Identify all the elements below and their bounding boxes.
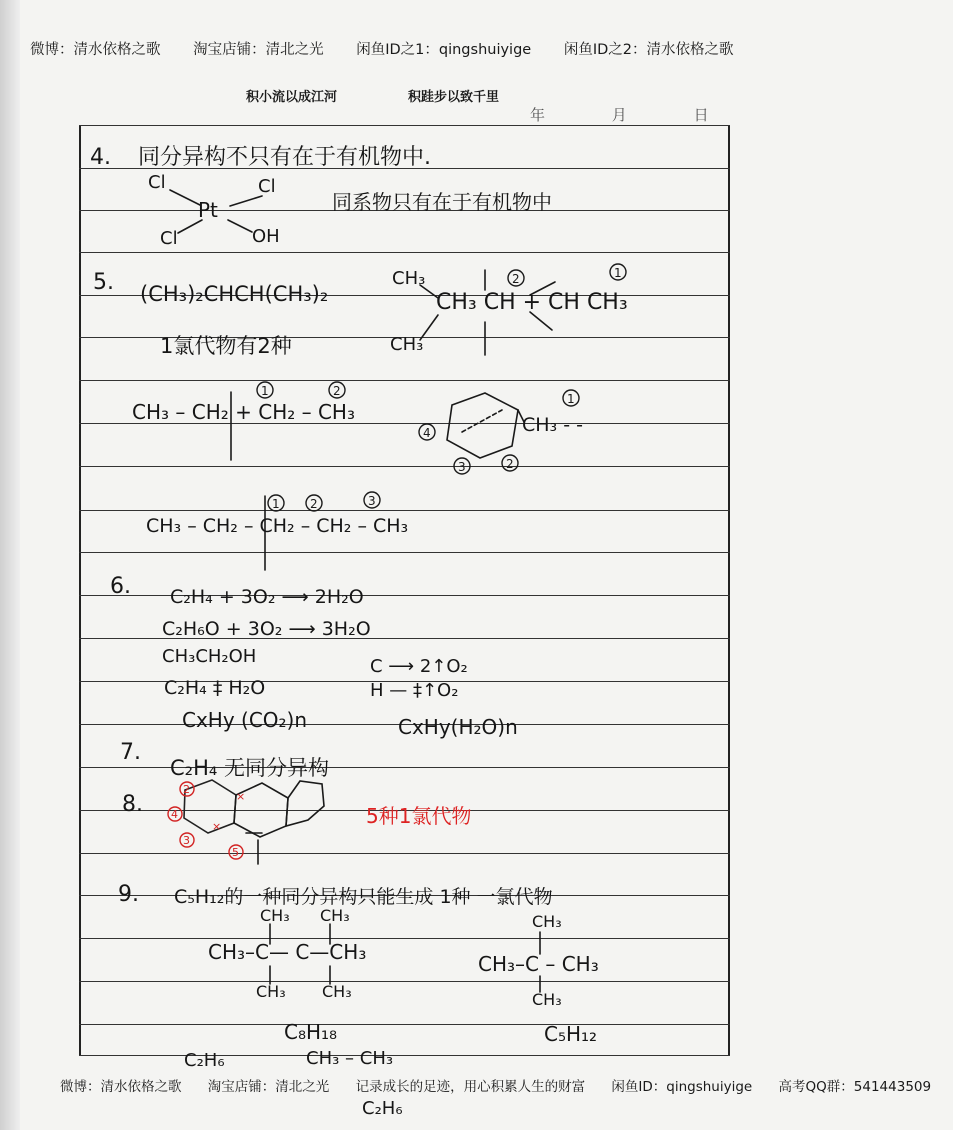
q5-number: 5. [93,270,114,295]
svg-text:5: 5 [232,846,239,859]
date-day: 日 [693,106,709,124]
svg-text:2: 2 [183,783,190,796]
svg-text:1: 1 [272,497,280,511]
q6-eq-1: C₂H₄ + 3O₂ ⟶ 2H₂O [170,586,364,608]
svg-text:2: 2 [310,497,318,511]
header-xianyu-2: 闲鱼ID之2：清水依格之歌 [563,42,734,58]
q5-ch3-a: CH₃ [392,268,426,289]
q6-rule-3: CxHy(H₂O)n [398,715,518,739]
q7-number: 7. [120,740,141,765]
svg-text:×: × [236,790,246,803]
q9-struct-1: CH₃–C— C—CH₃ [208,940,367,964]
q5-chain-1: CH₃ – CH₂ + CH₂ – CH₃ [132,400,355,424]
q9-formula-5: C₂H₆ [362,1098,403,1119]
q6-number: 6. [110,574,131,599]
q6-rule-1: C ⟶ 2↑O₂ [370,656,468,677]
q6-eq-3: CH₃CH₂OH [162,646,257,667]
q9-struct-2: CH₃–C – CH₃ [478,952,599,976]
svg-text:2: 2 [506,457,514,471]
q9-formula-2: C₅H₁₂ [544,1022,598,1046]
svg-text:4: 4 [423,426,431,440]
q9-number: 9. [118,882,139,907]
svg-text:1: 1 [567,392,575,406]
svg-text:1: 1 [614,266,622,280]
svg-text:×: × [212,820,222,833]
q5-ch3-b: CH₃ [390,334,424,355]
q9-formula-3: C₂H₆ [184,1050,225,1071]
svg-text:3: 3 [368,494,376,508]
svg-text:2: 2 [512,272,520,286]
q9-formula-4: CH₃ – CH₃ [306,1048,394,1069]
q7-text: C₂H₄ 无同分异构 [170,756,329,780]
svg-text:2: 2 [333,384,341,398]
q9-formula-1: C₈H₁₈ [284,1020,338,1044]
q5-note: 1氯代物有2种 [160,334,292,358]
footer-weibo: 微博：清水依格之歌 [60,1079,182,1095]
q8-number: 8. [122,792,143,817]
q4-number: 4. [90,145,111,170]
footer-taobao: 淘宝店铺：清北之光 [207,1079,330,1095]
footer-xianyu: 闲鱼ID：qingshuiyige [611,1079,753,1095]
motto-right: 积跬步以致千里 [408,90,500,105]
footer-qq: 高考QQ群：541443509 [778,1079,932,1095]
header-weibo: 微博：清水依格之歌 [30,42,161,58]
q9-methyl-3: CH₃ [256,982,286,1001]
q9-methyl-5: CH₃ [532,912,562,931]
q4-pt: Pt [198,198,218,222]
q4-note: 同系物只有在于有机物中 [332,190,552,214]
page-footer [60,1075,932,1095]
header-taobao: 淘宝店铺：清北之光 [193,42,324,58]
q6-rule-2: H — ‡↑O₂ [370,680,459,701]
q9-methyl-1: CH₃ [260,906,290,925]
footer-slogan: 记录成长的足迹，用心积累人生的财富 [355,1079,586,1095]
date-year: 年 [530,106,546,124]
svg-text:3: 3 [183,834,190,847]
q6-eq-5: CxHy (CO₂)n [182,708,308,732]
q4-title: 同分异构不只有在于有机物中. [138,145,431,170]
q4-oh: OH [252,226,280,247]
date-month: 月 [611,106,627,124]
q5-chain-2: CH₃ – CH₂ – CH₂ – CH₂ – CH₃ [146,515,409,537]
q5-ring-sub: CH₃ - - [522,414,583,436]
q8-text: 5种1氯代物 [366,804,472,828]
q9-methyl-4: CH₃ [322,982,352,1001]
svg-text:3: 3 [458,460,466,474]
svg-text:4: 4 [171,808,178,821]
q9-methyl-2: CH₃ [320,906,350,925]
q4-cl-1: Cl [148,172,166,193]
motto-left: 积小流以成江河 [246,90,338,105]
q6-eq-2: C₂H₆O + 3O₂ ⟶ 3H₂O [162,618,371,640]
header-xianyu-1: 闲鱼ID之1：qingshuiyige [356,42,532,58]
q4-cl-2: Cl [258,176,276,197]
q5-formula: (CH₃)₂CHCH(CH₃)₂ [140,282,329,306]
q4-cl-3: Cl [160,228,178,249]
q5-struct: CH₃ CH + CH CH₃ [436,290,628,315]
q9-text: C₅H₁₂的一种同分异构只能生成 1种 一氯代物 [174,886,553,908]
q6-eq-4: C₂H₄ ‡ H₂O [164,677,266,699]
svg-text:1: 1 [261,384,269,398]
q9-methyl-6: CH₃ [532,990,562,1009]
